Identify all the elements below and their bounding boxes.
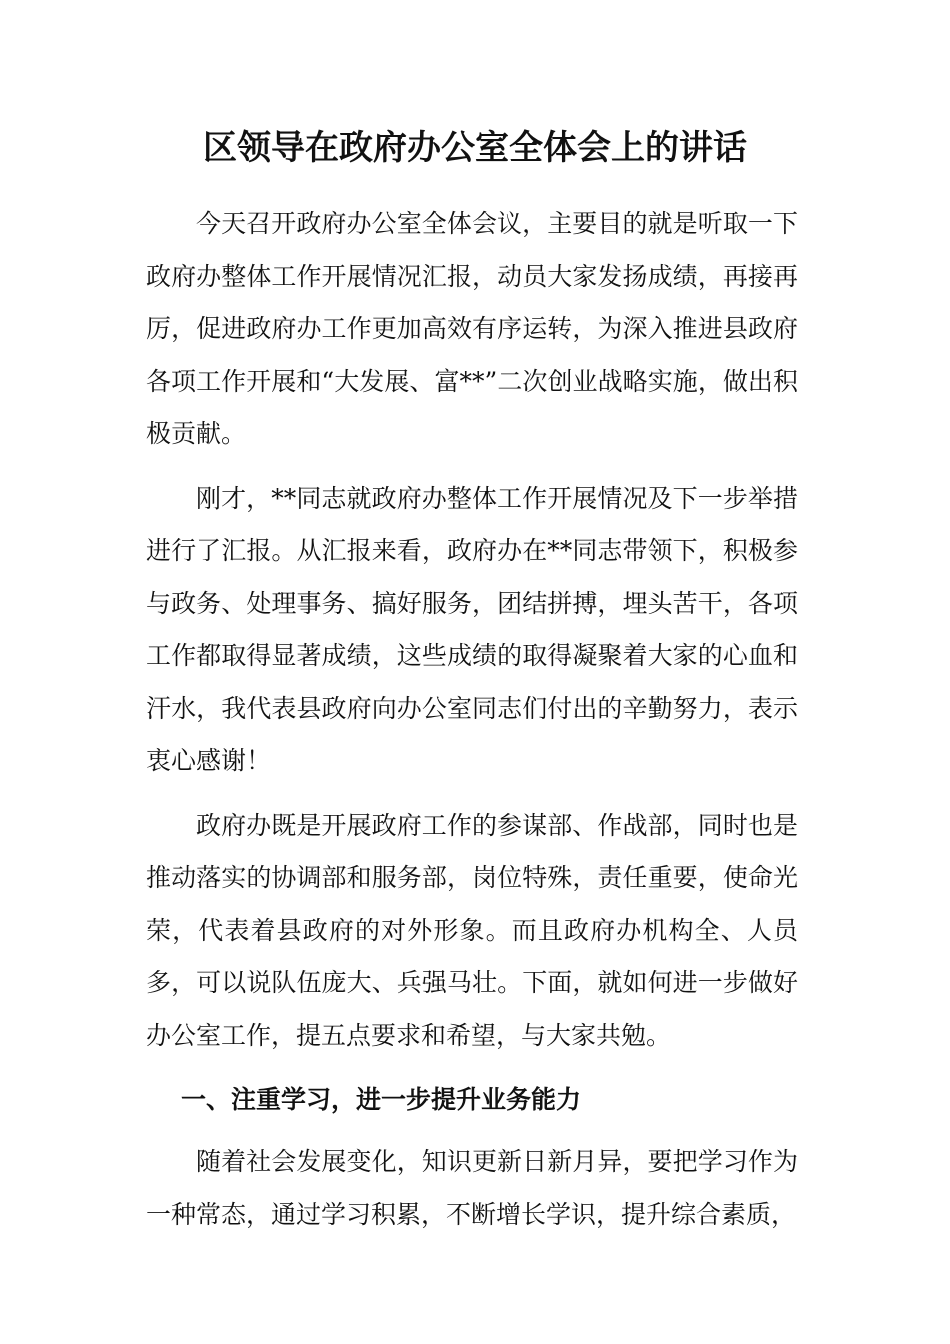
- paragraph-3: 政府办既是开展政府工作的参谋部、作战部，同时也是推动落实的协调部和服务部，岗位特殊，责任重要，使命光荣，代表着县政府的对外形象。而且政府办机构全、人员多，可以说队伍庞大、兵强马壮。下面，就如何进一步做好办公室工作，提五点要求和希望，与大家共勉。: [146, 810, 798, 1050]
- paragraph-1: 今天召开政府办公室全体会议，主要目的就是听取一下政府办整体工作开展情况汇报，动员大家发扬成绩，再接再厉，促进政府办工作更加高效有序运转，为深入推进县政府各项工作开展和“大发展、富**”二次创业战略实施，做出积极贡献。: [146, 209, 798, 448]
- section-heading: 一、注重学习，进一步提升业务能力: [181, 1085, 582, 1114]
- document-title: 区领导在政府办公室全体会上的讲话: [203, 128, 747, 168]
- document-body: [146, 198, 798, 1253]
- section-paragraph: 随着社会发展变化，知识更新日新月异，要把学习作为一种常态，通过学习积累，不断增长学识，提升综合素质，: [146, 1147, 798, 1229]
- paragraph-2: 刚才，**同志就政府办整体工作开展情况及下一步举措进行了汇报。从汇报来看，政府办在**同志带领下，积极参与政务、处理事务、搞好服务，团结拼搏，埋头苦干，各项工作都取得显著成绩，这些成绩的取得凝聚着大家的心血和汗水，我代表县政府向办公室同志们付出的辛勤努力，表示衷心感谢！: [146, 483, 798, 775]
